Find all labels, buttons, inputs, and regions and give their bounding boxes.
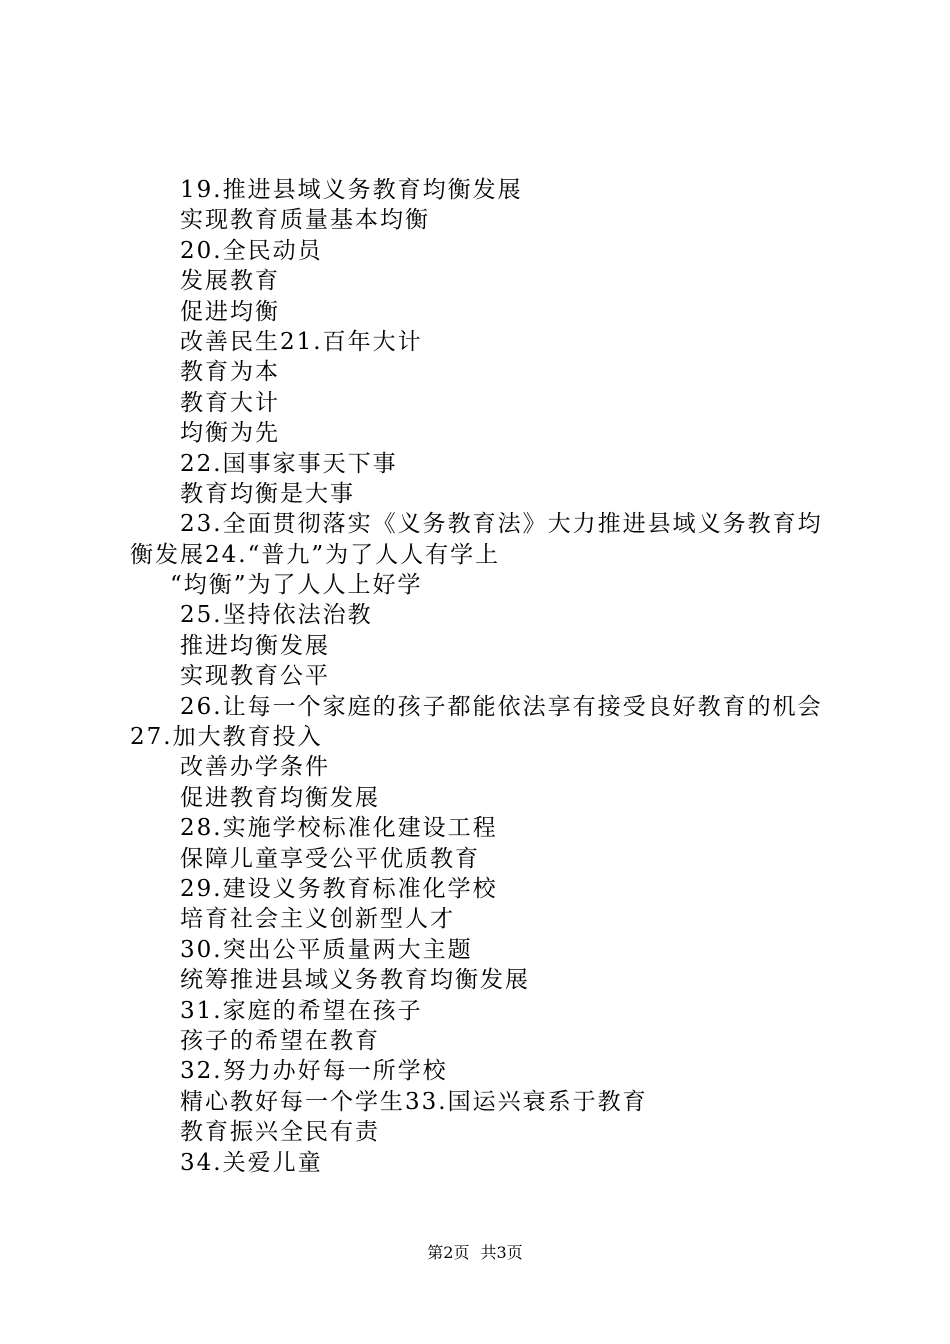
slogan-line: 教育为本 xyxy=(180,359,280,386)
slogan-line: 孩子的希望在教育 xyxy=(180,1027,380,1054)
slogan-line: 25.坚持依法治教 xyxy=(180,602,373,629)
slogan-line: 29.建设义务教育标准化学校 xyxy=(180,875,498,902)
slogan-line: 28.实施学校标准化建设工程 xyxy=(180,815,498,842)
slogan-line: 培育社会主义创新型人才 xyxy=(180,906,455,933)
slogan-line: 教育振兴全民有责 xyxy=(180,1119,380,1146)
slogan-line: 实现教育公平 xyxy=(180,663,330,690)
slogan-line: 改善办学条件 xyxy=(180,754,330,781)
slogan-line: 31.家庭的希望在孩子 xyxy=(180,997,423,1024)
slogan-list xyxy=(130,175,832,1178)
slogan-line: 发展教育 xyxy=(180,268,280,295)
slogan-line: “均衡”为了人人上好学 xyxy=(170,572,423,599)
slogan-line: 26.让每一个家庭的孩子都能依法享有接受良好教育的机会 xyxy=(180,693,823,720)
slogan-line: 推进均衡发展 xyxy=(180,632,330,659)
slogan-line: 精心教好每一个学生33.国运兴衰系于教育 xyxy=(180,1088,648,1115)
slogan-line: 改善民生21.百年大计 xyxy=(180,328,423,355)
slogan-line: 教育均衡是大事 xyxy=(180,480,355,507)
slogan-line: 27.加大教育投入 xyxy=(130,724,323,751)
slogan-line: 34.关爱儿童 xyxy=(180,1149,323,1176)
slogan-line: 30.突出公平质量两大主题 xyxy=(180,936,473,963)
slogan-line: 23.全面贯彻落实《义务教育法》大力推进县域义务教育均 xyxy=(180,511,823,538)
slogan-line: 统筹推进县域义务教育均衡发展 xyxy=(180,967,530,994)
slogan-line: 均衡为先 xyxy=(180,420,280,447)
slogan-line: 32.努力办好每一所学校 xyxy=(180,1058,448,1085)
slogan-line: 实现教育质量基本均衡 xyxy=(180,207,430,234)
slogan-line: 衡发展24.“普九”为了人人有学上 xyxy=(130,541,501,568)
page-number: 第2页 xyxy=(427,1243,470,1262)
slogan-line: 19.推进县域义务教育均衡发展 xyxy=(180,177,523,203)
slogan-line: 促进教育均衡发展 xyxy=(180,784,380,811)
slogan-line: 20.全民动员 xyxy=(180,237,323,264)
page-footer xyxy=(0,1242,950,1264)
slogan-line: 教育大计 xyxy=(180,389,280,416)
slogan-line: 保障儿童享受公平优质教育 xyxy=(180,845,480,872)
slogan-line: 22.国事家事天下事 xyxy=(180,450,398,477)
page-total: 共3页 xyxy=(480,1243,523,1262)
slogan-line: 促进均衡 xyxy=(180,298,280,325)
